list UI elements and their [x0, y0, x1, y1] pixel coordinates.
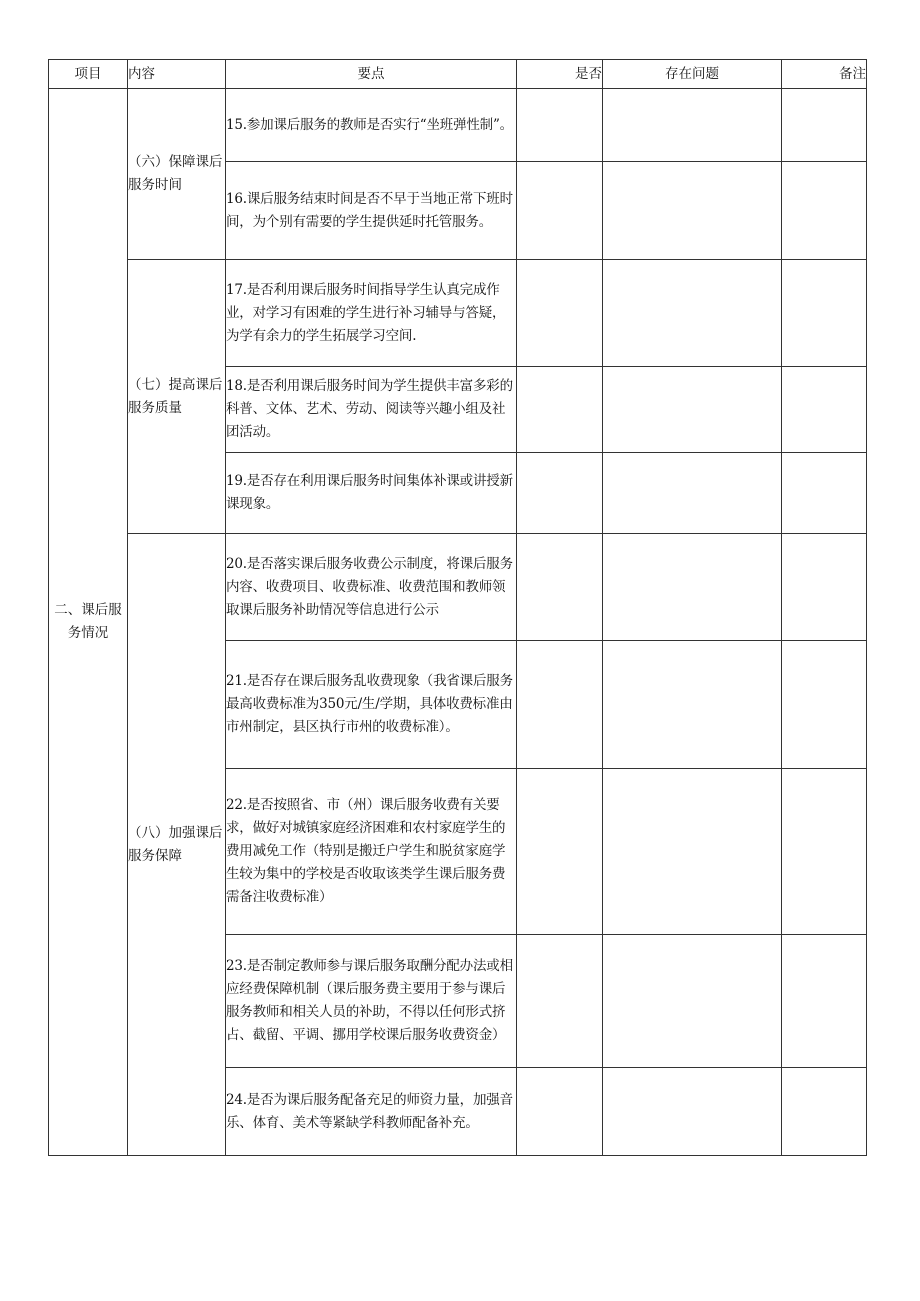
yes-no-cell[interactable]: [517, 453, 603, 534]
problems-cell[interactable]: [603, 935, 782, 1068]
table-row: [49, 89, 867, 162]
yes-no-cell[interactable]: [517, 534, 603, 641]
problems-cell[interactable]: [603, 534, 782, 641]
header-problems: 存在问题: [603, 60, 782, 89]
group-title: （八）加强课后服务保障: [128, 534, 226, 1156]
remarks-cell[interactable]: [782, 367, 867, 453]
problems-cell[interactable]: [603, 260, 782, 367]
item-text: 21.是否存在课后服务乱收费现象（我省课后服务最高收费标准为350元/生/学期，具体收费标准由市州制定，县区执行市州的收费标准）。: [226, 641, 517, 769]
item-text: 24.是否为课后服务配备充足的师资力量，加强音乐、体育、美术等紧缺学科教师配备补充。: [226, 1068, 517, 1156]
item-text: 19.是否存在利用课后服务时间集体补课或讲授新课现象。: [226, 453, 517, 534]
yes-no-cell[interactable]: [517, 260, 603, 367]
header-key-points: 要点: [226, 60, 517, 89]
problems-cell[interactable]: [603, 453, 782, 534]
problems-cell[interactable]: [603, 769, 782, 935]
yes-no-cell[interactable]: [517, 769, 603, 935]
yes-no-cell[interactable]: [517, 935, 603, 1068]
item-text: 23.是否制定教师参与课后服务取酬分配办法或相应经费保障机制（课后服务费主要用于参与课后服务教师和相关人员的补助，不得以任何形式挤占、截留、平调、挪用学校课后服务收费资金）: [226, 935, 517, 1068]
yes-no-cell[interactable]: [517, 641, 603, 769]
item-text: 15.参加课后服务的教师是否实行“坐班弹性制”。: [226, 89, 517, 162]
problems-cell[interactable]: [603, 89, 782, 162]
section-title: 二、课后服务情况: [49, 89, 128, 1156]
item-text: 17.是否利用课后服务时间指导学生认真完成作业，对学习有困难的学生进行补习辅导与答疑，为学有余力的学生拓展学习空间.: [226, 260, 517, 367]
header-project: 项目: [49, 60, 128, 89]
header-row: [49, 60, 867, 89]
item-text: 22.是否按照省、市（州）课后服务收费有关要求，做好对城镇家庭经济困难和农村家庭学生的费用减免工作（特别是搬迁户学生和脱贫家庭学生较为集中的学校是否收取该类学生课后服务费需备注收费标准）: [226, 769, 517, 935]
remarks-cell[interactable]: [782, 260, 867, 367]
yes-no-cell[interactable]: [517, 89, 603, 162]
item-text: 16.课后服务结束时间是否不早于当地正常下班时间，为个别有需要的学生提供延时托管服务。: [226, 162, 517, 260]
remarks-cell[interactable]: [782, 534, 867, 641]
header-content: 内容: [128, 60, 226, 89]
remarks-cell[interactable]: [782, 453, 867, 534]
problems-cell[interactable]: [603, 367, 782, 453]
remarks-cell[interactable]: [782, 641, 867, 769]
remarks-cell[interactable]: [782, 89, 867, 162]
group-title: （七）提高课后服务质量: [128, 260, 226, 534]
yes-no-cell[interactable]: [517, 162, 603, 260]
problems-cell[interactable]: [603, 162, 782, 260]
header-remarks: 备注: [782, 60, 867, 89]
group-title: （六）保障课后服务时间: [128, 89, 226, 260]
item-text: 20.是否落实课后服务收费公示制度，将课后服务内容、收费项目、收费标准、收费范围和教师领取课后服务补助情况等信息进行公示: [226, 534, 517, 641]
yes-no-cell[interactable]: [517, 1068, 603, 1156]
problems-cell[interactable]: [603, 1068, 782, 1156]
inspection-table: [48, 59, 867, 1156]
remarks-cell[interactable]: [782, 935, 867, 1068]
remarks-cell[interactable]: [782, 1068, 867, 1156]
yes-no-cell[interactable]: [517, 367, 603, 453]
remarks-cell[interactable]: [782, 162, 867, 260]
remarks-cell[interactable]: [782, 769, 867, 935]
table-row: [49, 534, 867, 641]
item-text: 18.是否利用课后服务时间为学生提供丰富多彩的科普、文体、艺术、劳动、阅读等兴趣小组及社团活动。: [226, 367, 517, 453]
header-yes-no: 是否: [517, 60, 603, 89]
problems-cell[interactable]: [603, 641, 782, 769]
table-row: [49, 260, 867, 367]
